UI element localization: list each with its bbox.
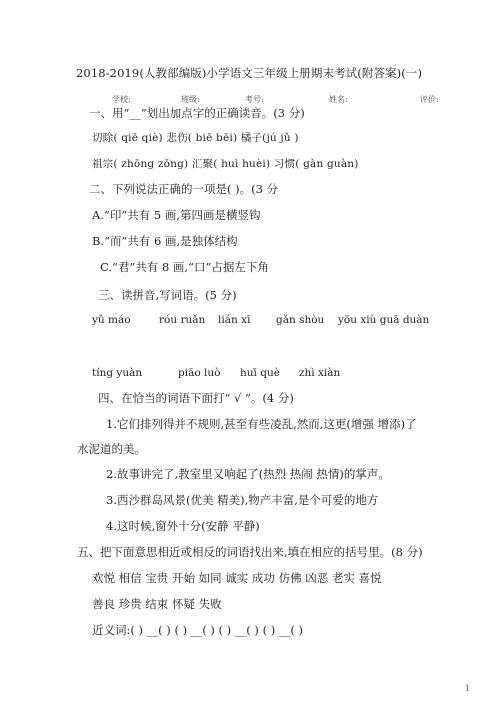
q1-line-2: 祖宗( zhōng zōng) 汇聚( huì huèi) 习惯( gàn guàn) — [92, 158, 359, 170]
pinyin-item: róu ruǎn — [159, 314, 206, 326]
q1-line-1: 切除( qiē qiè) 悲伤( biē bēi) 橘子(jú jǔ ) — [92, 132, 299, 144]
pinyin-item: lián xī — [218, 314, 251, 326]
q5-words-line-2: 善良 珍贵 结束 怀疑 失败 — [92, 597, 222, 611]
q4-item-1-continued: 水泥道的美。 — [77, 442, 146, 456]
q2-option-c: C.“君”共有 8 画,“口”占据左下角 — [100, 260, 269, 274]
page-number: 1 — [464, 684, 470, 693]
q3-heading: 三、读拼音,写词语。(5 分) — [98, 288, 237, 302]
pinyin-item: tíng yuàn — [92, 367, 143, 379]
q2-option-b: B.“而”共有 6 画,是独体结构 — [92, 234, 238, 248]
pinyin-item: yōu xiù guā duàn — [338, 314, 430, 326]
page-title: 2018-2019(人教部编版)小学语文三年级上册期末考试(附答案)(一) — [76, 66, 423, 80]
exam-number-label: 考号: — [245, 95, 264, 104]
q4-item-1: 1.它们排列得并不规则,甚至有些凌乱,然而,这更(增强 增添)了 — [106, 417, 417, 431]
q4-item-4: 4.这时候,窗外十分(安静 平静) — [106, 519, 260, 533]
q1-heading: 一、用“__”划出加点字的正确读音。(3 分) — [89, 106, 305, 120]
pinyin-item: huī què — [240, 367, 280, 379]
school-label: 学校: — [112, 95, 131, 104]
q4-item-2: 2.故事讲完了,教室里又响起了(热烈 热闹 热情)的掌声。 — [106, 467, 390, 481]
pinyin-item: yǔ máo — [92, 314, 131, 326]
q2-option-a: A.“印”共有 5 画,第四画是横竖钩 — [92, 208, 261, 222]
q4-item-3: 3.西沙群岛风景(优美 精美),物产丰富,是个可爱的地方 — [106, 493, 379, 507]
class-label: 班级: — [181, 95, 200, 104]
pinyin-item: piāo luò — [178, 367, 221, 379]
q2-heading: 二、下列说法正确的一项是( )。(3 分 — [89, 182, 279, 196]
pinyin-item: gǎn shòu — [276, 314, 325, 326]
q5-words-line-1: 欢悦 相信 宝贵 开始 如同 诚实 成功 仿佛 凶恶 老实 喜悦 — [92, 571, 382, 585]
q5-synonyms-line: 近义词:( ) __( ) ( ) __( ) ( ) __( ) ( ) __( ) — [92, 623, 303, 637]
q5-heading: 五、把下面意思相近或相反的词语找出来,填在相应的括号里。(8 分) — [77, 545, 423, 559]
evaluation-label: 评价: — [420, 95, 439, 104]
q3-pinyin-row-2 — [92, 366, 412, 380]
name-label: 姓名: — [329, 95, 348, 104]
pinyin-item: zhì xiàn — [299, 367, 341, 379]
q4-heading: 四、在恰当的词语下面打“ √ ”。(4 分) — [98, 391, 294, 405]
q3-pinyin-row-1 — [92, 313, 472, 327]
